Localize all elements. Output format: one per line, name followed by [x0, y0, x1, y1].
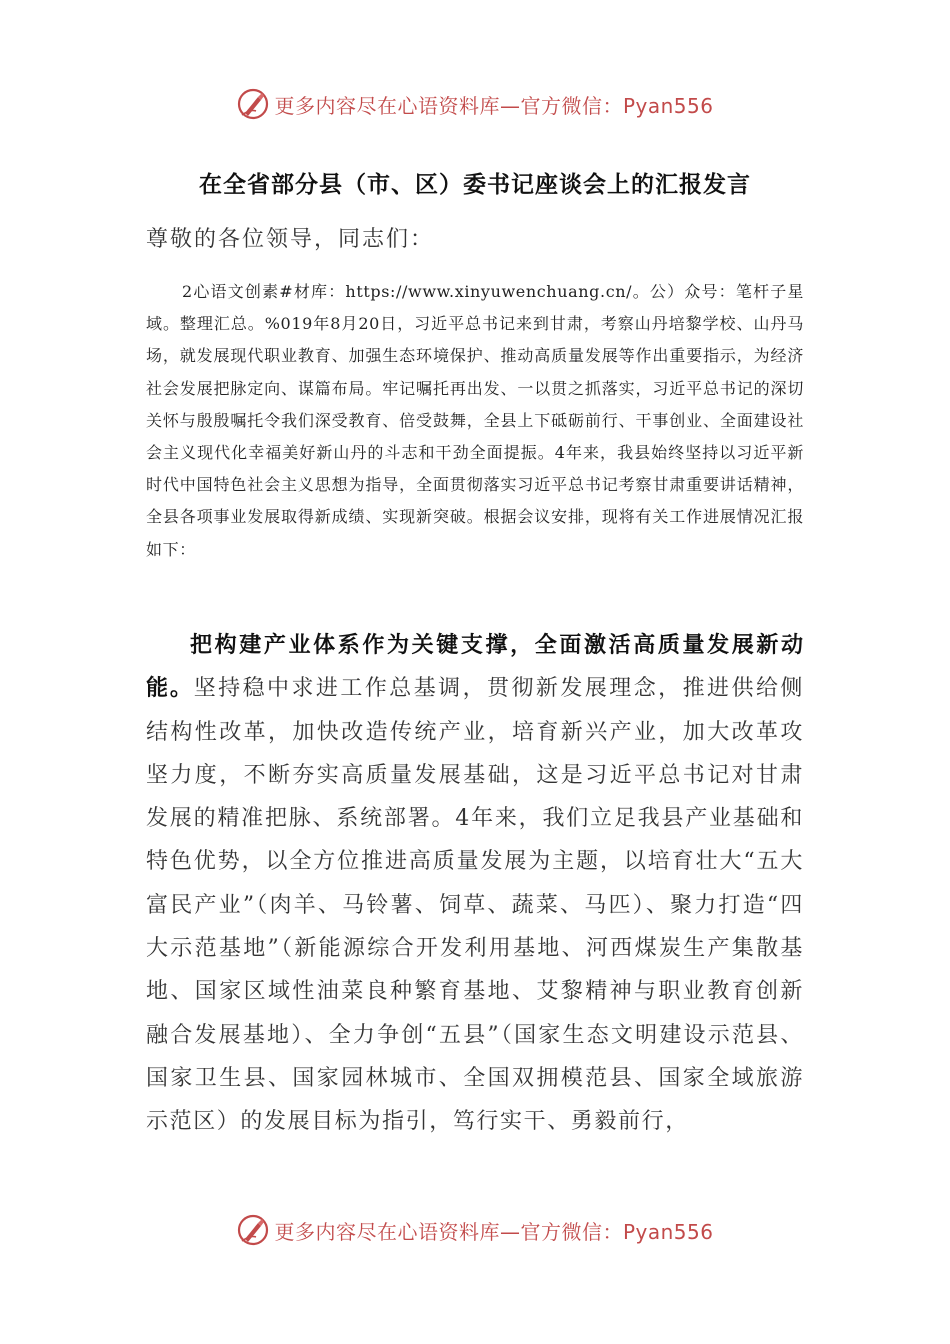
watermark-banner-top — [0, 84, 950, 124]
intro-paragraph: 2心语文创素#材库：https://www.xinyuwenchuang.cn/。公）众号：笔杆子星域。整理汇总。%019年8月20日，习近平总书记来到甘肃，考察山丹培黎学校、山丹马场，就发展现代职业教育、加强生态环境保护、推动高质量发展等作出重要指示，为经济社会发展把脉定向、谋篇布局。牢记嘱托再出发、一以贯之抓落实，习近平总书记的深切关怀与殷殷嘱托令我们深受教育、倍受鼓舞，全县上下砥砺前行、干事创业、全面建设社会主义现代化幸福美好新山丹的斗志和干劲全面提振。4年来，我县始终坚持以习近平新时代中国特色社会主义思想为指导，全面贯彻落实习近平总书记考察甘肃重要讲话精神，全县各项事业发展取得新成绩、实现新突破。根据会议安排，现将有关工作进展情况汇报如下： — [146, 282, 804, 559]
pen-logo-icon — [236, 1213, 270, 1247]
pen-logo-icon — [236, 87, 270, 121]
watermark-text: 更多内容尽在心语资料库—官方微信：Pyan556 — [274, 93, 714, 118]
section-body: 坚持稳中求进工作总基调，贯彻新发展理念，推进供给侧结构性改革，加快改造传统产业，培育新兴产业，加大改革攻坚力度，不断夯实高质量发展基础，这是习近平总书记对甘肃发展的精准把脉、系统部署。4年来，我们立足我县产业基础和特色优势，以全方位推进高质量发展为主题，以培育壮大“五大富民产业”（肉羊、马铃薯、饲草、蔬菜、马匹）、聚力打造“四大示范基地”（新能源综合开发利用基地、河西煤炭生产集散基地、国家区域性油菜良种繁育基地、艾黎精神与职业教育创新融合发展基地）、全力争创“五县”（国家生态文明建设示范县、国家卫生县、国家园林城市、全国双拥模范县、国家全域旅游示范区）的发展目标为指引，笃行实干、勇毅前行， — [146, 676, 804, 1135]
page-title: 在全省部分县（市、区）委书记座谈会上的汇报发言 — [199, 172, 751, 198]
salutation: 尊敬的各位领导，同志们： — [146, 227, 435, 252]
watermark-banner-bottom — [0, 1210, 950, 1250]
section-paragraph — [146, 624, 804, 1144]
section-heading: 把构建产业体系作为关键支撑，全面激活高质量发展新动能。 — [146, 633, 804, 702]
watermark-text: 更多内容尽在心语资料库—官方微信：Pyan556 — [274, 1219, 714, 1244]
